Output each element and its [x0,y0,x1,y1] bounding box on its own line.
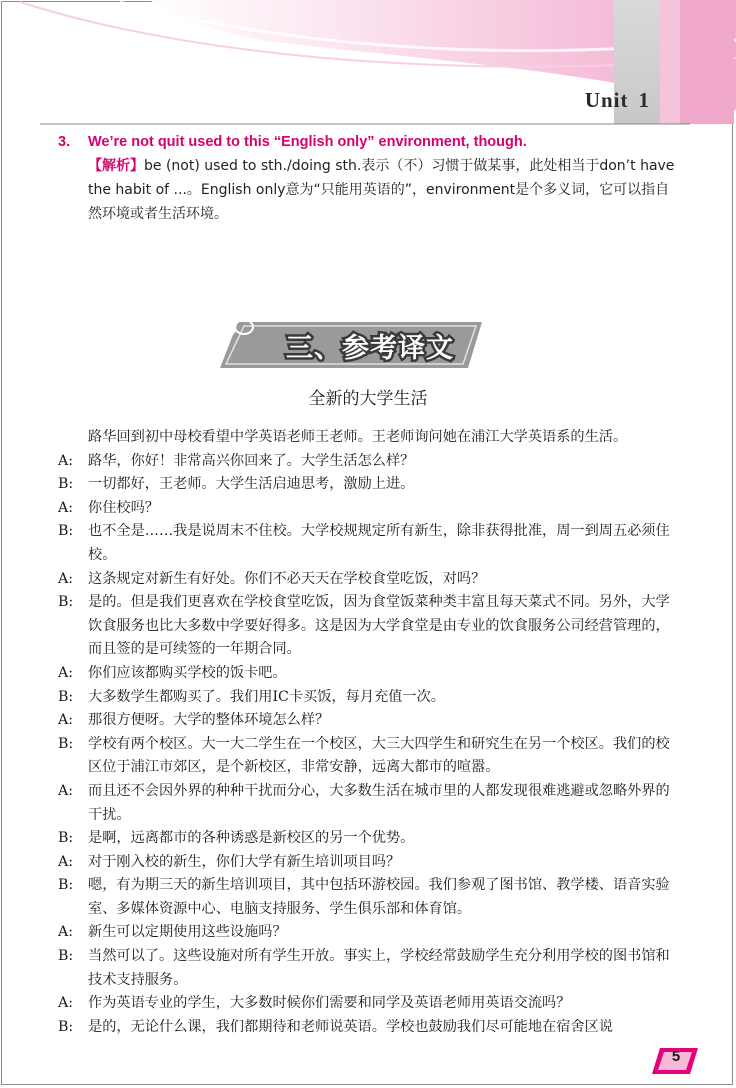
speaker-label: A: [58,853,74,870]
speaker-label: B: [58,688,74,705]
section-banner [214,316,490,374]
speaker-label: B: [58,594,74,611]
dialogue-line [58,945,670,992]
dialogue-text: 嗯，有为期三天的新生培训项目，其中包括环游校园。我们参观了图书馆、教学楼、语音实验室、多媒体资源中心、电脑支持服务、学生俱乐部和体育馆。 [88,877,670,917]
page-number: 5 [671,1048,681,1065]
dialogue-text: 一切都好，王老师。大学生活启迪思考，激励上进。 [88,476,415,493]
speaker-label: A: [58,924,74,941]
note-number: 3. [58,134,71,150]
analysis-tag: 【解析】 [88,158,144,174]
speaker-label: A: [58,712,74,729]
speaker-label: B: [58,1018,74,1035]
dialogue-line [58,568,670,592]
dialogue-line [58,686,670,710]
dialogue-text: 而且还不会因外界的种种干扰而分心，大多数生活在城市里的人都发现很难逃避或忽略外界的干扰。 [88,782,670,823]
unit-word: Unit [584,88,629,112]
section-title: 三、参考译文 [286,333,454,364]
dialogue-line [58,992,670,1016]
unit-label [585,88,650,113]
dialogue-line [58,591,670,662]
dialogue-line [58,851,670,875]
passage-title: 全新的大学生活 [308,389,428,409]
dialogue-text: 大多数学生都购买了。我们用IC卡买饭，每月充值一次。 [88,688,445,705]
speaker-label: B: [58,877,74,894]
note-item [58,130,678,226]
speaker-label: B: [58,948,74,965]
dialogue-line [58,520,670,567]
speaker-label: A: [58,664,74,681]
dialogue-text: 是啊，远离都市的各种诱惑是新校区的另一个优势。 [88,830,415,847]
dialogue-line [58,497,670,521]
dialogue-line [58,450,670,474]
dialogue-text: 路华，你好！非常高兴你回来了。大学生活怎么样？ [88,452,415,469]
note-sentence: We’re not quit used to this “English only” environment, though. [88,134,527,150]
dialogue-text: 也不全是……我是说周末不住校。大学校规规定所有新生，除非获得批准，周一到周五必须住校。 [88,523,670,563]
dialogue-line [58,780,670,827]
speaker-label: A: [58,570,74,587]
note-explanation-block [88,154,678,226]
speaker-label: B: [58,830,74,847]
speaker-label: A: [58,499,74,516]
dialogue-line [58,921,670,945]
dialogue-text: 对于刚入校的新生，你们大学有新生培训项目吗？ [88,853,401,870]
dialogue-line [58,662,670,686]
dialogue-line [58,709,670,733]
speaker-label: B: [58,523,74,540]
dialogue-text: 你住校吗？ [88,499,159,516]
dialogue-text: 那很方便呀。大学的整体环境怎么样？ [88,712,330,729]
dialogue-text: 学校有两个校区。大一大二学生在一个校区，大三大四学生和研究生在另一个校区。我们的校区位于浦江市郊区，是个新校区，非常安静，远离大都市的喧嚣。 [88,735,670,776]
dialogue-line [58,827,670,851]
dialogue-line [58,473,670,497]
dialogue-text: 是的。但是我们更喜欢在学校食堂吃饭，因为食堂饭菜种类丰富且每天菜式不同。另外，大学饮食服务也比大多数中学要好得多。这是因为大学食堂是由专业的饮食服务公司经营管理的，而且签的是可续签的一年期合同。 [88,594,670,658]
speaker-label: A: [58,782,74,799]
dialogue-intro: 路华回到初中母校看望中学英语老师王老师。王老师询问她在浦江大学英语系的生活。 [88,429,628,445]
dialogue-text: 新生可以定期使用这些设施吗？ [88,924,287,941]
speaker-label: A: [58,452,74,469]
note-explanation: be (not) used to sth./doing sth.表示（不）习惯于做某事，此处相当于don’t have the habit of ...。English only意为“只能用英语的”，environment是个多义词，它可以指自然环境或者生活环境。 [88,158,675,222]
dialogue [58,426,670,1039]
unit-number: 1 [638,88,650,112]
dialogue-line [58,733,670,780]
dialogue-lines [58,450,670,1040]
dialogue-line [58,874,670,921]
note-heading [58,130,678,154]
dialogue-text: 当然可以了。这些设施对所有学生开放。事实上，学校经常鼓励学生充分利用学校的图书馆和技术支持服务。 [88,948,670,988]
dialogue-line [58,1016,670,1040]
speaker-label: B: [58,476,74,493]
speaker-label: B: [58,735,74,752]
dialogue-text: 这条规定对新生有好处。你们不必天天在学校食堂吃饭，对吗？ [88,570,486,587]
dialogue-text: 作为英语专业的学生，大多数时候你们需要和同学及英语老师用英语交流吗？ [88,995,571,1012]
glasses-icon [214,316,256,340]
dialogue-text: 是的，无论什么课，我们都期待和老师说英语。学校也鼓励我们尽可能地在宿舍区说 [88,1018,613,1035]
dialogue-text: 你们应该都购买学校的饭卡吧。 [88,664,287,681]
speaker-label: A: [58,995,74,1012]
